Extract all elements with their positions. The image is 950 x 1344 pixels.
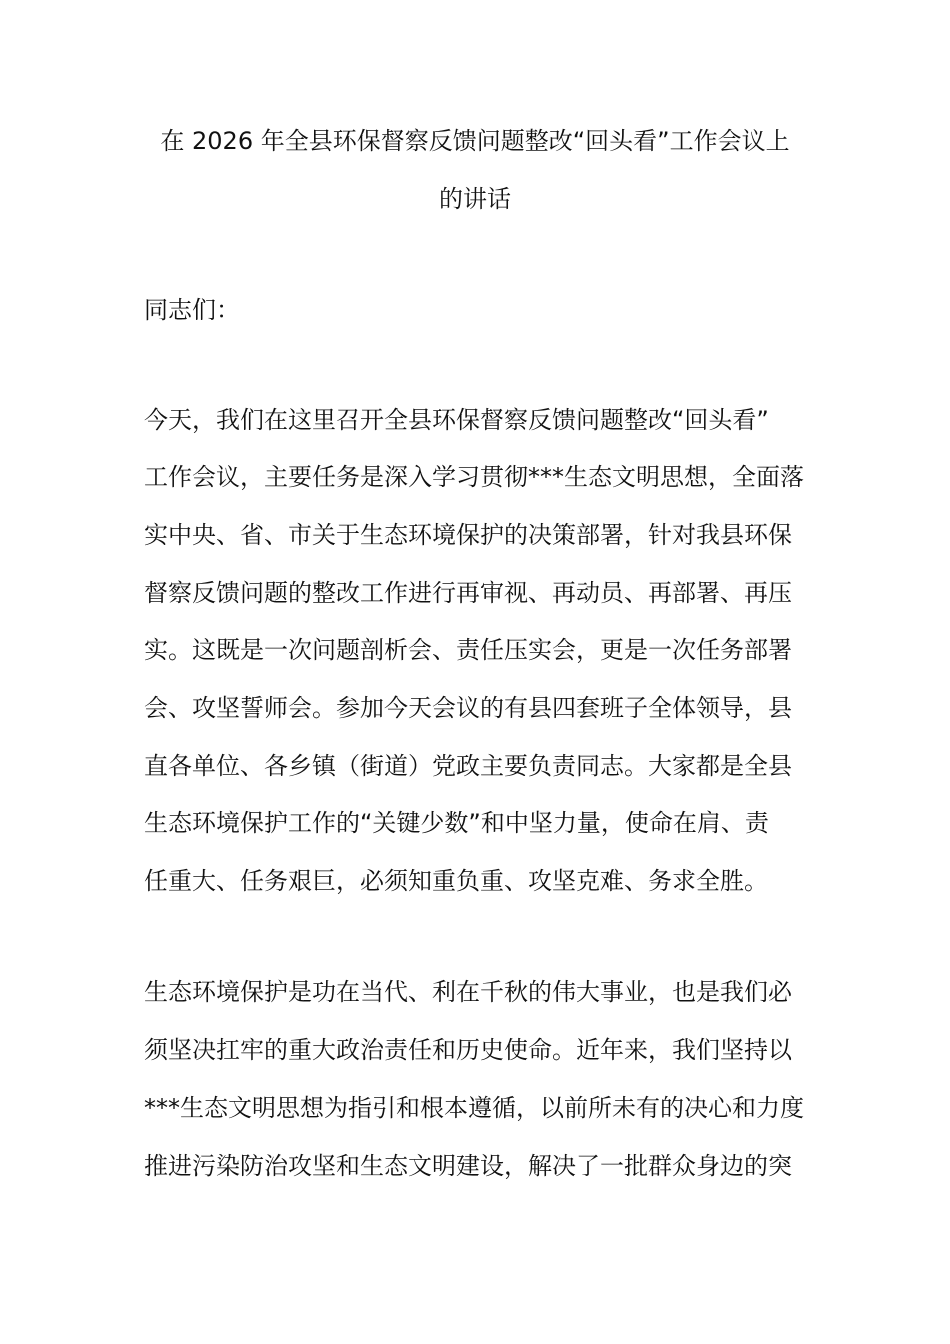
paragraph-1-line-6: 会、攻坚誓师会。参加今天会议的有县四套班子全体领导，县 <box>144 694 792 722</box>
paragraph-2-line-2: 须坚决扛牢的重大政治责任和历史使命。近年来，我们坚持以 <box>144 1036 792 1064</box>
paragraph-2-line-3: ***生态文明思想为指引和根本遵循，以前所未有的决心和力度 <box>144 1094 804 1122</box>
paragraph-1-line-9: 任重大、任务艰巨，必须知重负重、攻坚克难、务求全胜。 <box>144 867 768 895</box>
paragraph-1-line-8: 生态环境保护工作的“关键少数”和中坚力量，使命在肩、责 <box>144 809 769 837</box>
document-title-line-1: 在 2026 年全县环保督察反馈问题整改“回头看”工作会议上 <box>160 127 790 155</box>
paragraph-1-line-7: 直各单位、各乡镇（街道）党政主要负责同志。大家都是全县 <box>144 752 792 780</box>
paragraph-2-line-1: 生态环境保护是功在当代、利在千秋的伟大事业，也是我们必 <box>144 978 792 1006</box>
document-title-line-2: 的讲话 <box>439 185 511 213</box>
paragraph-1-line-1: 今天，我们在这里召开全县环保督察反馈问题整改“回头看” <box>144 406 769 434</box>
paragraph-2-line-4: 推进污染防治攻坚和生态文明建设，解决了一批群众身边的突 <box>144 1152 792 1180</box>
paragraph-1-line-3: 实中央、省、市关于生态环境保护的决策部署，针对我县环保 <box>144 521 792 549</box>
salutation: 同志们： <box>144 296 240 324</box>
paragraph-1-line-4: 督察反馈问题的整改工作进行再审视、再动员、再部署、再压 <box>144 579 792 607</box>
paragraph-1-line-2: 工作会议，主要任务是深入学习贯彻***生态文明思想，全面落 <box>144 463 804 491</box>
paragraph-1-line-5: 实。这既是一次问题剖析会、责任压实会，更是一次任务部署 <box>144 636 792 664</box>
